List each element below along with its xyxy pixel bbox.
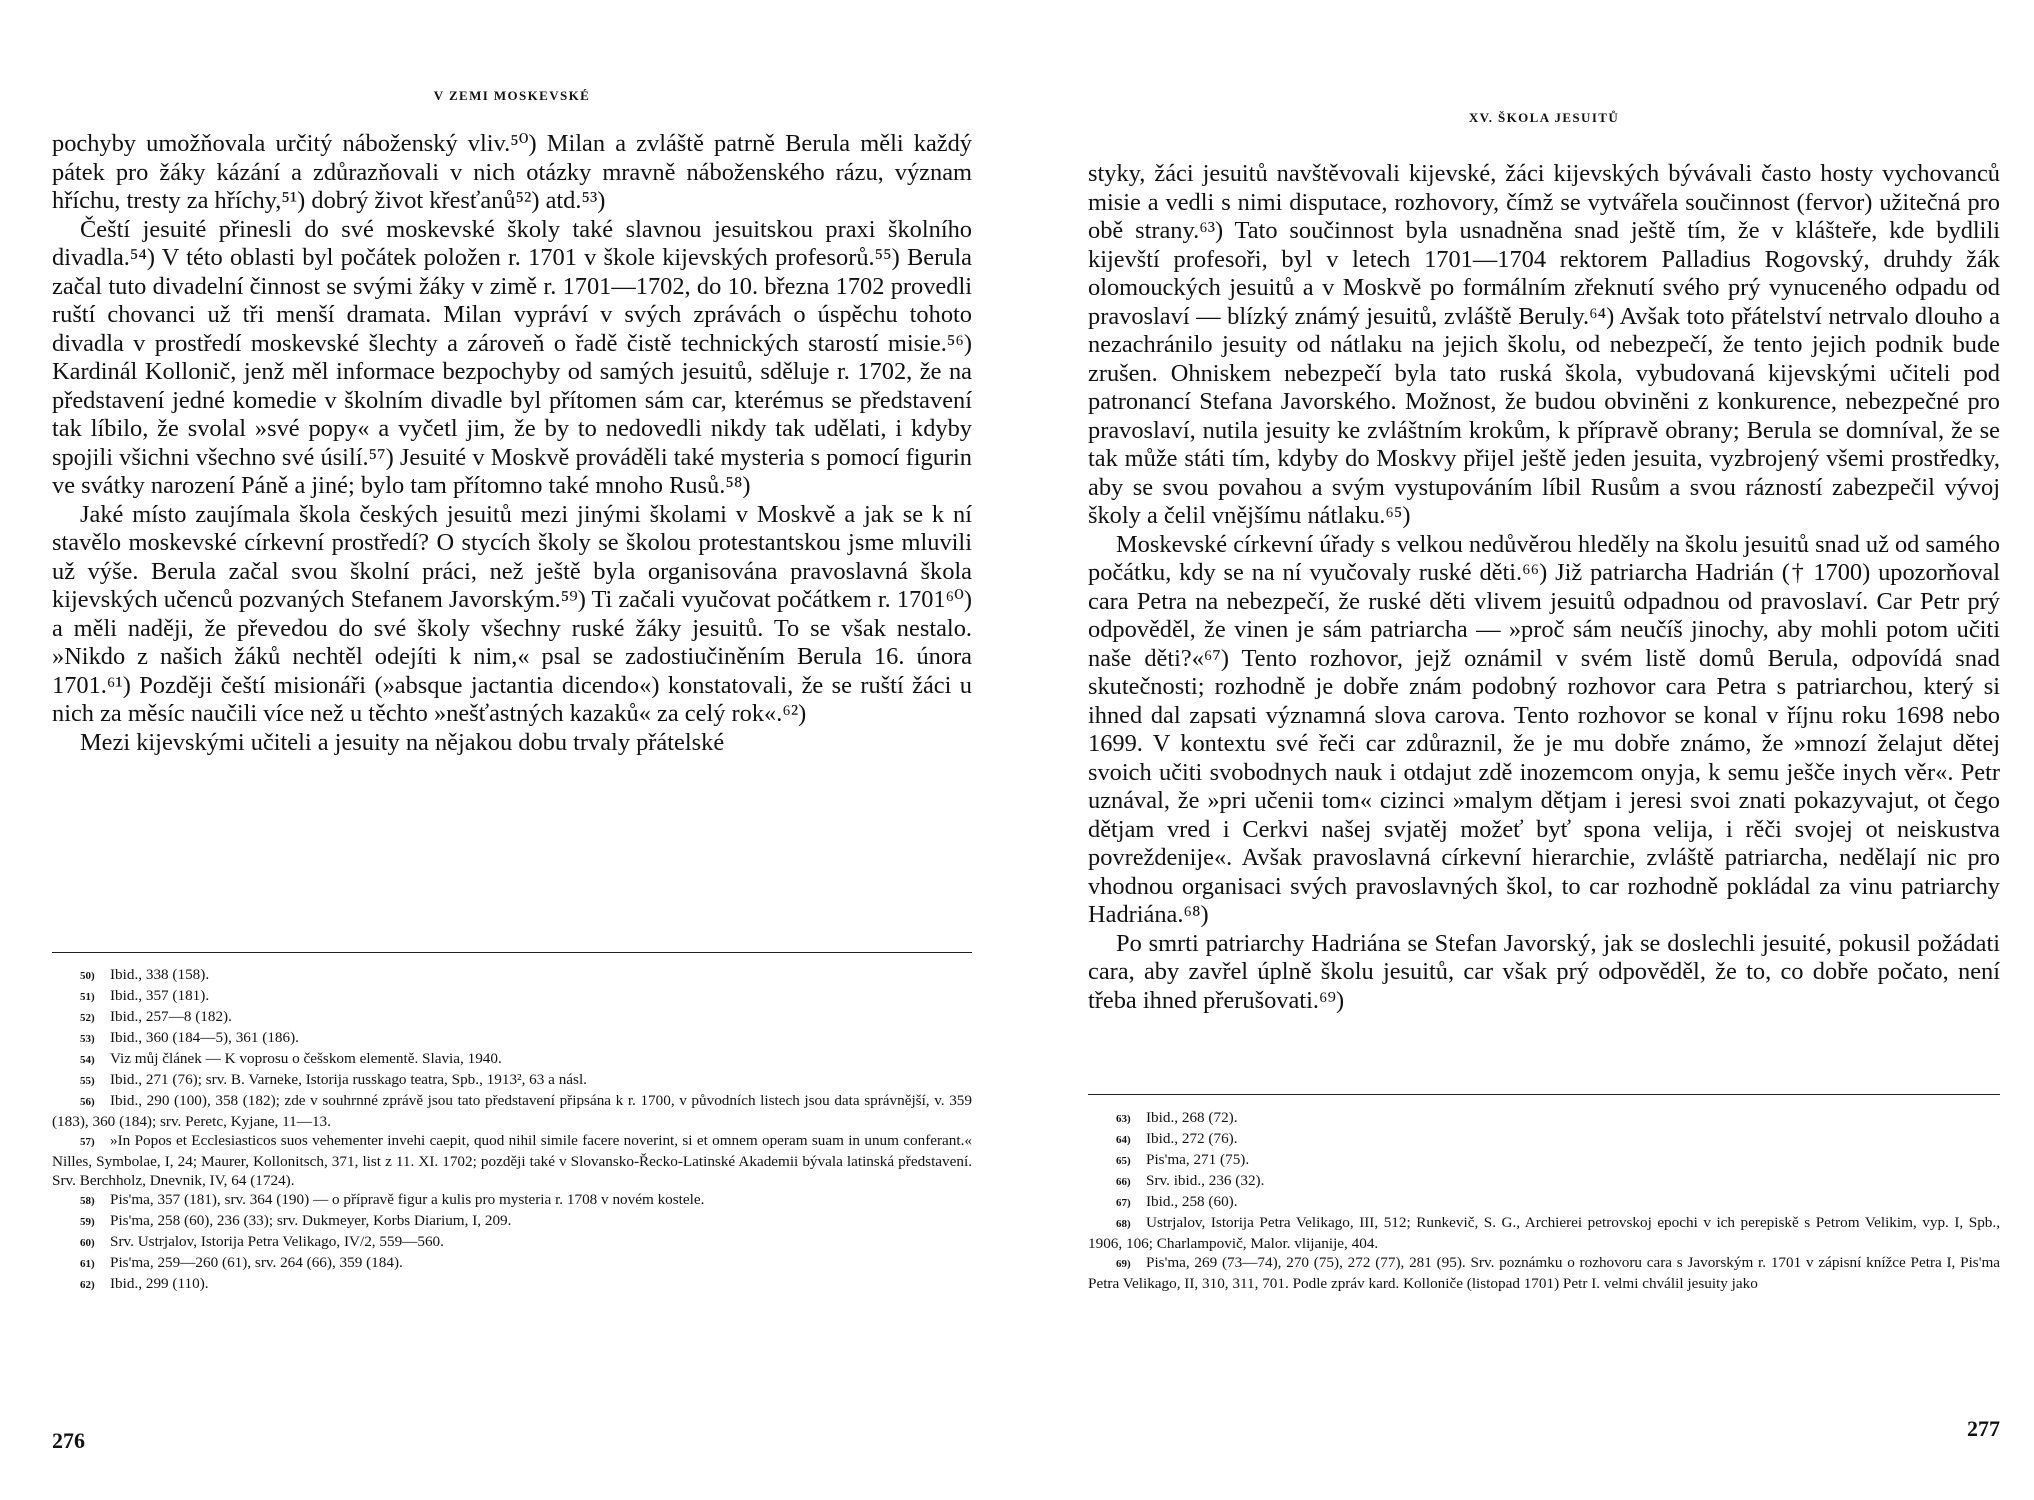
footnote: 67) Ibid., 258 (60). (1116, 1193, 1238, 1210)
paragraph: Čeští jesuité přinesli do své moskevské školy také slavnou jesuitskou praxi školního divadla.⁵⁴) V této oblasti byl počátek položen r. 1701 v škole kijevských profesorů.⁵⁵) Berula začal tuto divadelní činnost se svými žáky v zimě r. 1701—1702, do 10. března 1702 provedli ruští chovanci už tři menší dramata. Milan vypráví v svých zprávách o úspěchu tohoto divadla v prostředí moskevské šlechty a zároveň o řadě čistě technických starostí misie.⁵⁶) Kardinál Kollonič, jenž měl informace bezpochyby od samých jesuitů, sděluje r. 1702, že na představení jedné komedie v školním divadle byl přítomen sám car, kterémus se představení tak líbilo, že svolal »své popy« a vyčetl jim, že by to nedovedli nikdy tak udělati, i kdyby spojili všichni všechno své úsilí.⁵⁷) Jesuité v Moskvě prováděli také mysteria s pomocí figurin ve svátky narození Páně a jiné; bylo tam přítomno také mnoho Rusů.⁵⁸) (52, 215, 972, 499)
footnote: 66) Srv. ibid., 236 (32). (1116, 1172, 1265, 1189)
footnote: 60) Srv. Ustrjalov, Istorija Petra Velikago, IV/2, 559—560. (80, 1233, 444, 1250)
footnote: 58) Pis'ma, 357 (181), srv. 364 (190) — o přípravě figur a kulis pro mysteria r. 1708 v novém kostele. (80, 1191, 705, 1208)
paragraph: pochyby umožňovala určitý náboženský vliv.⁵⁰) Milan a zvláště patrně Berula měli každý pátek pro žáky kázání a zdůrazňovali v nich otázky mravně náboženského rázu, význam hříchu, tresty za hříchy,⁵¹) dobrý život křesťanů⁵²) atd.⁵³) (52, 130, 972, 214)
paragraph: Jaké místo zaujímala škola českých jesuitů mezi jinými školami v Moskvě a jak se k ní stavělo moskevské církevní prostředí? O stycích školy se školou protestantskou jsme mluvili už výše. Berula začal svou školní práci, než ještě byla organisována pravoslavná škola kijevských učenců pozvaných Stefanem Javorským.⁵⁹) Ti začali vyučovat počátkem r. 1701⁶⁰) a měli naději, že převedou do své školy všechny ruské žáky jesuitů. To se však nestalo. »Nikdo z našich žáků nechtěl odejíti k nim,« psal se zadostiučiněním Berula 16. února 1701.⁶¹) Později čeští misionáři (»absque jactantia dicendo«) konstatovali, že se ruští žáci u nich za měsíc naučili více než u těchto »nešťastných kazaků« za celý rok«.⁶²) (52, 500, 972, 727)
footnote: 57) »In Popos et Ecclesiasticos suos vehementer invehi caepit, quod nihil simile facere noverint, si et omnem operam suam in unum conferant.« Nilles, Symbolae, I, 24; Maurer, Kollonitsch, 371, list z 11. XI. 1702; později také v Slovansko-Řecko-Latinské Akademii bývala latinská představení. Srv. Berchholz, Dnevnik, IV, 64 (1724). (52, 1132, 972, 1189)
body-text (1088, 160, 2000, 1015)
footnote: 68) Ustrjalov, Istorija Petra Velikago, III, 512; Runkevič, S. G., Archierei petrovskoj epochi v ich perepiskě s Petrom Velikim, vyp. I, Spb., 1906, 106; Charlampovič, Malor. vlijanije, 404. (1088, 1214, 2000, 1252)
footnote: 69) Pis'ma, 269 (73—74), 270 (75), 272 (77), 281 (95). Srv. poznámku o rozhovoru cara s Javorským r. 1701 v zápisní knížce Petra I, Pis'ma Petra Velikago, II, 310, 311, 701. Podle zpráv kard. Kolloniče (listopad 1701) Petr I. velmi chválil jesuity jako (1088, 1254, 2000, 1292)
paragraph: Mezi kijevskými učiteli a jesuity na nějakou dobu trvaly přátelské (80, 728, 725, 756)
paragraph: styky, žáci jesuitů navštěvovali kijevské, žáci kijevských bývávali často hosty vychovanců misie a vedli s nimi disputace, rozhovory, čímž se vytvářela součinnost (fervor) užitečná pro obě strany.⁶³) Tato součinnost byla usnadněna snad ještě tím, že v klášteře, kde bydlili kijevští profesoři, byl v letech 1701—1704 rektorem Palladius Rogovský, druhdy žák olomouckých jesuitů a v Moskvě po formálním zřeknutí svého prý vynuceného odpadu od pravoslaví — blízký známý jesuitů, zvláště Beruly.⁶⁴) Avšak toto přátelství netrvalo dlouho a nezachránilo jesuity od nátlaku na jejich školu, od nebezpečí, že tento jejich podnik bude zrušen. Ohniskem nebezpečí byla tato ruská škola, vybudovaná kijevskými učiteli pod patronancí Stefana Javorského. Možnost, že budou obviněni z konkurence, nebezpečné pro pravoslaví, nutila jesuity ke zvláštním krokům, k přípravě obrany; Berula se domníval, že se tak může státi tím, kdyby do Moskvy přijel ještě jeden jesuita, vyzbrojený všemi prostředky, aby se svou povahou a svým vystupováním líbil Rusům a svou rázností zabezpečil vývoj školy a čelil vnějšímu nátlaku.⁶⁵) (1088, 160, 2000, 529)
left-page (52, 0, 972, 1500)
footnote: 63) Ibid., 268 (72). (1116, 1109, 1238, 1126)
running-header: XV. ŠKOLA JESUITŮ (1468, 110, 1620, 125)
footnote-divider (1088, 1094, 2000, 1095)
page-number: 276 (52, 1428, 85, 1453)
page-number: 277 (1967, 1416, 2000, 1441)
body-text (52, 130, 972, 757)
footnote: 61) Pis'ma, 259—260 (61), srv. 264 (66), 359 (184). (80, 1254, 403, 1271)
footnote: 55) Ibid., 271 (76); srv. B. Varneke, Istorija russkago teatra, Spb., 1913², 63 a násl. (80, 1071, 587, 1088)
footnote: 50) Ibid., 338 (158). (80, 966, 210, 983)
footnote: 56) Ibid., 290 (100), 358 (182); zde v souhrnné zprávě jsou tato představení připsána k r. 1700, v původních listech jsou data správnější, v. 359 (183), 360 (184); srv. Peretc, Kyjane, 11—13. (52, 1092, 972, 1130)
footnotes (1088, 1108, 2000, 1293)
footnote: 54) Viz můj článek — K voprosu o češskom elementě. Slavia, 1940. (80, 1050, 502, 1067)
footnote: 59) Pis'ma, 258 (60), 236 (33); srv. Dukmeyer, Korbs Diarium, I, 209. (80, 1212, 512, 1229)
footnote: 65) Pis'ma, 271 (75). (1116, 1151, 1250, 1168)
footnote: 64) Ibid., 272 (76). (1116, 1130, 1238, 1147)
footnote: 52) Ibid., 257—8 (182). (80, 1008, 232, 1025)
running-header: V ZEMI MOSKEVSKÉ (433, 88, 591, 103)
paragraph: Moskevské církevní úřady s velkou nedůvěrou hleděly na školu jesuitů snad už od samého počátku, kdy se na ní vyučovaly ruské děti.⁶⁶) Již patriarcha Hadrián († 1700) upozorňoval cara Petra na nebezpečí, že ruské děti vlivem jesuitů odpadnou od pravoslaví. Car Petr prý odpověděl, že vinen je sám patriarcha — »proč sám neučíš jinochy, aby mohli potom učiti naše děti?«⁶⁷) Tento rozhovor, jejž oznámil v svém listě domů Berula, odpovídá snad skutečnosti; rozhodně je dobře znám podobný rozhovor cara Petra s patriarchou, který si ihned dal zapsati významná slova carova. Tento rozhovor se konal v říjnu roku 1698 nebo 1699. V kontextu své řeči car zdůraznil, že je mu dobře známo, že »mnozí želajut dětej svoich učiti svobodnych nauk i otdajut zdě inozemcom onyja, k semu ješče inych věr«. Petr uznával, že »pri učenii tom« cizinci »malym dětjam i jeresi svoi znati pokazyvajut, ot čego dětjam vred i Cerkvi našej svjatěj možeť byť spona velija, i rěči svojej ot neiskustva povreždenije«. Avšak pravoslavná církevní hierarchie, zvláště patriarcha, nedělají nic pro vhodnou organisaci svých pravoslavných škol, to car rozhodně pokládal za vinu patriarchy Hadriána.⁶⁸) (1088, 530, 2000, 928)
right-page (1088, 0, 2000, 1500)
footnote: 62) Ibid., 299 (110). (80, 1275, 209, 1292)
footnote-divider (52, 952, 972, 953)
paragraph: Po smrti patriarchy Hadriána se Stefan Javorský, jak se doslechli jesuité, pokusil požádati cara, aby zavřel úplně školu jesuitů, car však prý odpověděl, že to, co dobře počato, není třeba ihned přerušovati.⁶⁹) (1088, 929, 2000, 1014)
footnotes (52, 965, 972, 1295)
footnote: 53) Ibid., 360 (184—5), 361 (186). (80, 1029, 299, 1046)
footnote: 51) Ibid., 357 (181). (80, 987, 210, 1004)
